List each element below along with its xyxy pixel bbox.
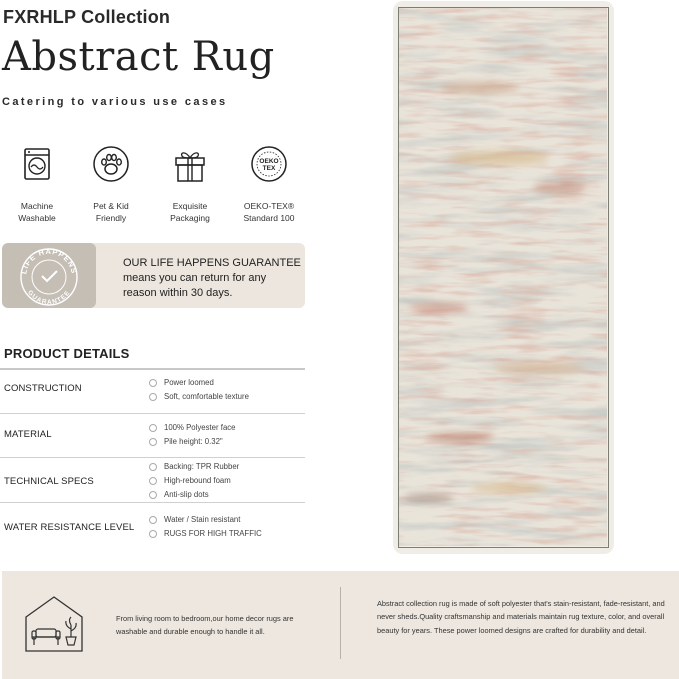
feature-icons-row	[0, 140, 305, 223]
feature-oeko-tex	[229, 145, 309, 224]
detail-item: Anti-slip dots	[148, 488, 239, 502]
oeko-tex-badge-icon	[247, 145, 291, 189]
bottom-divider	[340, 587, 341, 659]
guarantee-line3: reason within 30 days.	[123, 287, 233, 299]
oeko-badge-text-1: OEKO	[259, 158, 279, 165]
bottom-left-text: From living room to bedroom,our home decor rugs are washable and durable enough to handle it all.	[116, 614, 294, 636]
detail-item: RUGS FOR HIGH TRAFFIC	[148, 527, 262, 541]
detail-label: TECHNICAL SPECS	[4, 476, 94, 487]
rug-image	[398, 7, 609, 548]
row-divider	[0, 413, 305, 414]
oeko-badge-text-2: TEX	[262, 165, 276, 172]
detail-item: Pile height: 0.32"	[148, 435, 236, 449]
product-title: Abstract Rug	[2, 34, 275, 80]
detail-item: 100% Polyester face	[148, 421, 236, 435]
details-title: PRODUCT DETAILS	[4, 346, 130, 361]
feature-label-line1: Exquisite	[172, 201, 208, 211]
rug-image-frame	[393, 1, 614, 554]
guarantee-badge-area	[2, 243, 96, 308]
detail-label: MATERIAL	[4, 429, 52, 440]
detail-item: High-rebound foam	[148, 474, 239, 488]
gift-box-icon	[168, 145, 212, 189]
feature-machine-washable	[0, 145, 77, 224]
guarantee-banner	[2, 243, 305, 308]
detail-item: Backing: TPR Rubber	[148, 460, 239, 474]
row-divider	[0, 502, 305, 503]
feature-label-line1: Machine	[20, 201, 54, 211]
badge-text-top: LIFE HAPPENS	[19, 246, 79, 275]
svg-text:GUARANTEE	[26, 289, 72, 306]
feature-label-line2: Friendly	[95, 213, 127, 223]
bottom-info-panel	[2, 571, 679, 679]
bottom-right-text: Abstract collection rug is made of soft polyester that's stain-resistant, fade-resistant, and never sheds.Quality craftsmanship and materials maintain rug texture, color, and overall beauty for years. These power loomed designs are crafted for durability and detail.	[377, 599, 665, 635]
guarantee-line2: means you can return for any	[123, 272, 267, 284]
feature-label-line2: Packaging	[170, 213, 210, 223]
feature-label-line2: Washable	[18, 213, 56, 223]
product-subtitle: Catering to various use cases	[2, 96, 228, 108]
rug-pattern	[399, 8, 607, 546]
home-interior-icon	[22, 593, 86, 655]
detail-item: Soft, comfortable texture	[148, 390, 249, 404]
badge-text-bottom: GUARANTEE	[26, 289, 72, 307]
row-divider	[0, 457, 305, 458]
svg-text:LIFE HAPPENS	[19, 247, 79, 275]
detail-label: WATER RESISTANCE LEVEL	[4, 522, 135, 533]
feature-pet-kid-friendly	[71, 145, 151, 224]
guarantee-badge-icon	[2, 243, 96, 308]
details-divider	[0, 368, 305, 370]
washing-machine-icon	[15, 145, 59, 189]
guarantee-text	[123, 256, 301, 301]
feature-label-line2: Standard 100	[243, 213, 295, 223]
guarantee-line1: OUR LIFE HAPPENS GUARANTEE	[123, 257, 301, 269]
brand-name: FXRHLP Collection	[3, 7, 171, 27]
feature-label-line1: OEKO-TEX®	[243, 201, 295, 211]
detail-label: CONSTRUCTION	[4, 383, 82, 394]
feature-label-line1: Pet & Kid	[93, 201, 129, 211]
paw-print-icon	[89, 145, 133, 189]
feature-exquisite-packaging	[150, 145, 230, 224]
detail-item: Water / Stain resistant	[148, 513, 262, 527]
detail-item: Power loomed	[148, 376, 249, 390]
